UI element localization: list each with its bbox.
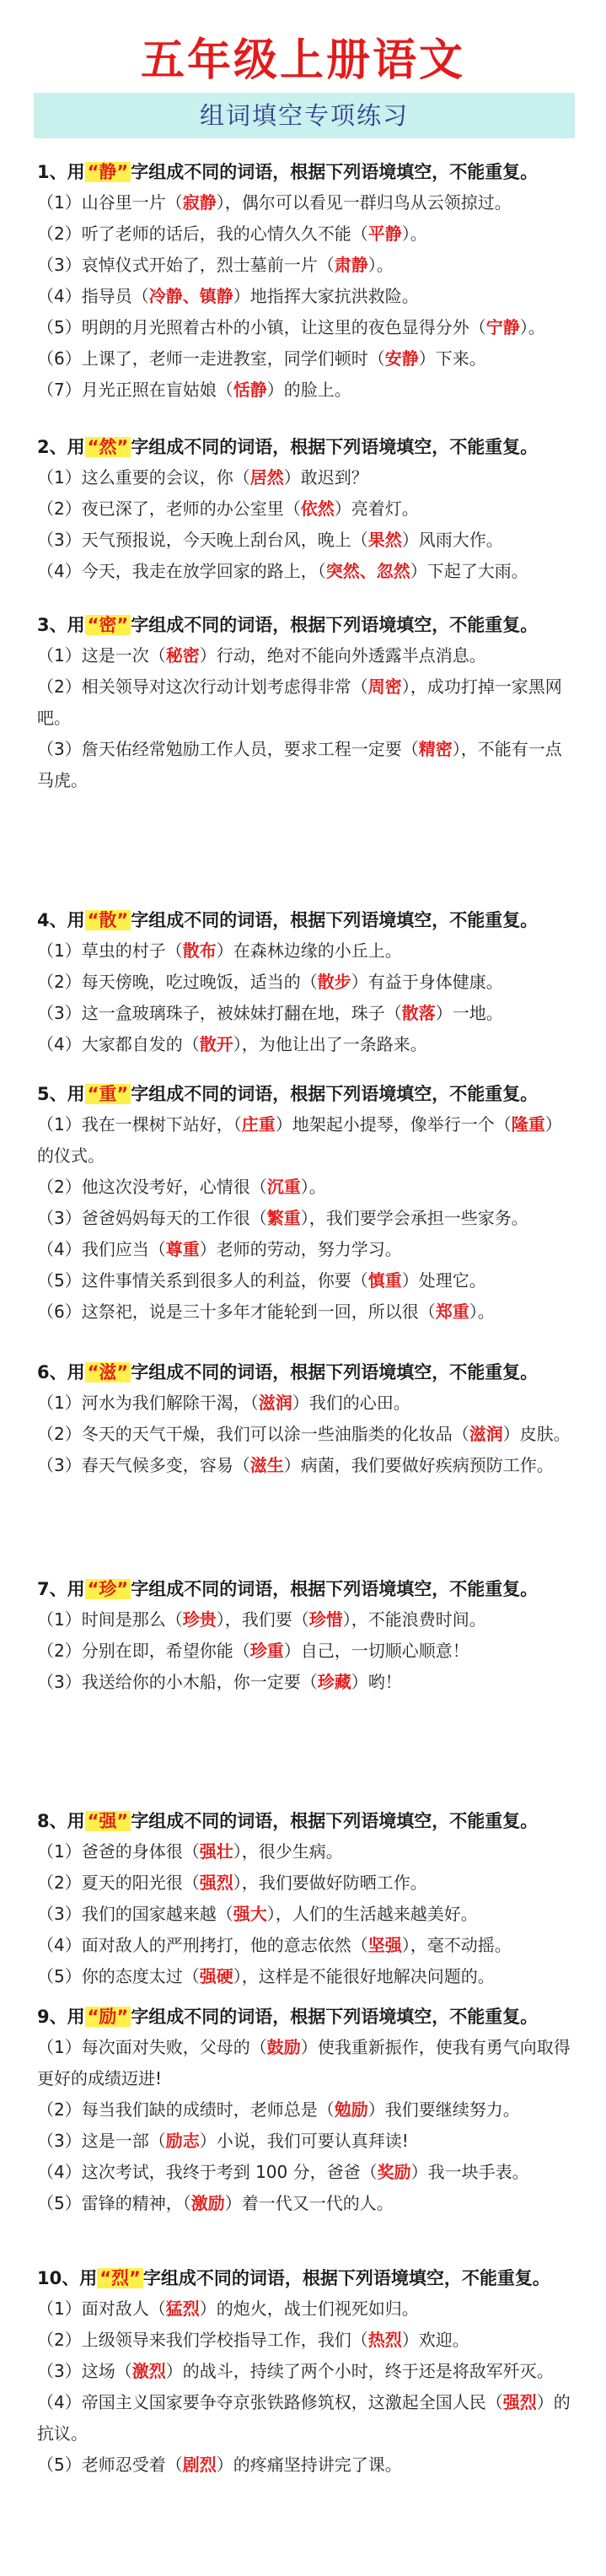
question-heading [37, 1806, 577, 1836]
highlighted-character: “静” [85, 162, 131, 182]
question-instruction: 字组成不同的词语，根据下列语境填空，不能重复。 [131, 615, 539, 635]
exercise-item [37, 1388, 577, 1419]
answer-word: 肃静 [334, 255, 368, 275]
exercise-item [37, 250, 577, 281]
exercise-item [37, 1636, 577, 1667]
exercise-item [37, 1203, 577, 1234]
question-instruction: 字组成不同的词语，根据下列语境填空，不能重复。 [131, 437, 539, 457]
exercise-item [37, 1836, 577, 1867]
sentence-text: ），毫不动摇。 [401, 1935, 512, 1955]
sentence-text: ），偶尔可以看见一群归鸟从云领掠过。 [216, 192, 512, 213]
sentence-text: ），我们要学会承担一些家务。 [300, 1208, 528, 1228]
sentence-text: （1）草虫的村子（ [37, 940, 183, 961]
sentence-text: （2）相关领导对这次行动计划考虑得非常（ [37, 676, 368, 697]
sentence-text: ）我们的心田。 [292, 1393, 410, 1413]
sentence-text: （3）哀悼仪式开始了，烈士墓前一片（ [37, 255, 335, 275]
question-instruction: 字组成不同的词语，根据下列语境填空，不能重复。 [131, 1362, 539, 1382]
sentence-text: （4）今天，我走在放学回家的路上，（ [37, 561, 326, 581]
question-instruction: 字组成不同的词语，根据下列语境填空，不能重复。 [131, 162, 539, 182]
sentence-text: （3）这一盒玻璃珠子，被妹妹打翻在地，珠子（ [37, 1003, 402, 1023]
highlighted-character: “强” [85, 1811, 131, 1831]
question-section [37, 157, 577, 406]
sentence-text: （7）月光正照在盲姑娘（ [37, 380, 233, 400]
exercise-item [37, 640, 577, 671]
exercise-item [37, 556, 577, 587]
answer-word: 珍藏 [317, 1672, 351, 1692]
sentence-text: （1）爸爸的身体很（ [37, 1841, 200, 1862]
sentence-text: ）一地。 [435, 1003, 503, 1023]
sentence-text: ）有益于身体健康。 [351, 972, 503, 992]
answer-word: 秘密 [165, 645, 200, 666]
sentence-text: ）欢迎。 [401, 2330, 469, 2350]
answer-word: 散步 [317, 972, 351, 992]
sentence-text: ）地架起小提琴，像举行一个（ [275, 1114, 512, 1134]
sentence-text: （4）我们应当（ [37, 1239, 166, 1259]
sentence-text: ）在森林边缘的小丘上。 [216, 940, 402, 961]
exercise-item [37, 1867, 577, 1899]
sentence-text: ），不能浪费时间。 [342, 1609, 486, 1630]
answer-word: 繁重 [266, 1208, 301, 1228]
highlighted-character: “密” [85, 615, 131, 635]
answer-word: 滋生 [249, 1455, 284, 1475]
exercise-item [37, 1899, 577, 1930]
answer-word: 滋润 [469, 1424, 503, 1444]
answer-word: 强大 [233, 1904, 267, 1924]
answer-word: 宁静 [485, 317, 520, 337]
sentence-text: （1）我在一棵树下站好，（ [37, 1114, 242, 1134]
exercise-item [37, 525, 577, 556]
question-number: 2、用 [37, 437, 85, 457]
sentence-text: ），我们要做好防晒工作。 [233, 1873, 427, 1893]
answer-word: 尊重 [165, 1239, 200, 1259]
sentence-text: （2）夏天的阳光很（ [37, 1873, 200, 1893]
sentence-text: ）病菌，我们要做好疾病预防工作。 [283, 1455, 554, 1475]
question-instruction: 字组成不同的词语，根据下列语境填空，不能重复。 [131, 2007, 539, 2027]
sentence-text: （2）夜已深了，老师的办公室里（ [37, 498, 301, 519]
sentence-text: （2）每当我们缺的成绩时，老师总是（ [37, 2099, 335, 2120]
sentence-text: ）。 [367, 255, 394, 275]
question-instruction: 字组成不同的词语，根据下列语境填空，不能重复。 [131, 1084, 539, 1104]
sentence-text: ）的炮火，战士们视死如归。 [199, 2298, 419, 2319]
sentence-text: （5）老师忍受着（ [37, 2455, 183, 2475]
sentence-text: ），我们要（ [216, 1609, 309, 1630]
exercise-item [37, 312, 577, 343]
answer-word: 珍重 [249, 1641, 284, 1661]
question-number: 5、用 [37, 1084, 85, 1104]
question-heading [37, 1357, 577, 1388]
answer-word: 强烈 [199, 1873, 233, 1893]
exercise-item [37, 2094, 577, 2126]
sentence-text: （1）面对敌人（ [37, 2298, 166, 2319]
exercise-item [37, 967, 577, 998]
highlighted-character: “然” [85, 437, 131, 457]
highlighted-character: “励” [85, 2007, 131, 2027]
exercise-item [37, 375, 577, 406]
question-number: 8、用 [37, 1811, 85, 1831]
question-heading [37, 905, 577, 935]
answer-word: 平静 [367, 224, 402, 244]
answer-word: 冷静、镇静 [148, 286, 233, 306]
answer-word: 突然、忽然 [325, 561, 410, 581]
answer-word: 隆重 [511, 1114, 545, 1134]
sentence-text: ），成功打掉一家黑网吧。 [37, 676, 562, 728]
sentence-text: （1）时间是那么（ [37, 1609, 183, 1630]
answer-word: 郑重 [435, 1301, 469, 1322]
exercise-item [37, 1419, 577, 1450]
exercise-item [37, 1109, 577, 1172]
sentence-text: ）下来。 [418, 348, 486, 369]
sentence-text: ）敢迟到？ [283, 467, 368, 488]
exercise-item [37, 2032, 577, 2094]
exercise-item [37, 1265, 577, 1296]
sentence-text: （4）指导员（ [37, 286, 149, 306]
sentence-text: ）哟！ [351, 1672, 402, 1692]
exercise-item [37, 1450, 577, 1481]
exercise-item [37, 1930, 577, 1961]
answer-word: 猛烈 [165, 2298, 200, 2319]
exercise-item [37, 218, 577, 250]
answer-word: 珍惜 [308, 1609, 343, 1630]
sentence-text: （4）面对敌人的严刑拷打，他的意志依然（ [37, 1935, 368, 1955]
exercise-item [37, 998, 577, 1029]
answer-word: 勉励 [334, 2099, 368, 2120]
answer-word: 激励 [190, 2193, 225, 2213]
sentence-text: （3）这场（ [37, 2361, 132, 2381]
sentence-text: ）处理它。 [401, 1270, 486, 1291]
answer-word: 强烈 [502, 2392, 537, 2412]
sentence-text: （3）詹天佑经常勉励工作人员，要求工程一定要（ [37, 739, 419, 759]
answer-word: 激烈 [131, 2361, 166, 2381]
answer-word: 强硬 [199, 1966, 233, 1986]
sentence-text: ），不能有一点马虎。 [37, 739, 562, 790]
sentence-text: ）。 [469, 1301, 495, 1322]
question-heading [37, 1574, 577, 1604]
sentence-text: （6）这祭祀，说是三十多年才能轮到一回，所以很（ [37, 1301, 436, 1322]
sentence-text: （3）我们的国家越来越（ [37, 1904, 233, 1924]
sentence-text: ）的战斗，持续了两个小时，终于还是将敌军歼灭。 [165, 2361, 554, 2381]
sentence-text: （3）天气预报说，今天晚上刮台风，晚上（ [37, 530, 368, 550]
sentence-text: （4）大家都自发的（ [37, 1034, 200, 1054]
question-heading [37, 610, 577, 640]
page-subtitle: 组词填空专项练习 [34, 93, 575, 138]
sentence-text: （2）冬天的天气干燥，我们可以涂一些油脂类的化妆品（ [37, 1424, 469, 1444]
answer-word: 坚强 [367, 1935, 402, 1955]
question-number: 9、用 [37, 2007, 85, 2027]
sentence-text: ）行动，绝对不能向外透露半点消息。 [199, 645, 486, 666]
question-section [37, 1079, 577, 1328]
exercise-item [37, 462, 577, 493]
sentence-text: ）的仪式。 [37, 1114, 562, 1166]
exercise-item [37, 2188, 577, 2219]
question-instruction: 字组成不同的词语，根据下列语境填空，不能重复。 [131, 1811, 539, 1831]
sentence-text: （2）分别在即，希望你能（ [37, 1641, 250, 1661]
sentence-text: （2）听了老师的话后，我的心情久久不能（ [37, 224, 368, 244]
question-section [37, 1357, 577, 1481]
question-instruction: 字组成不同的词语，根据下列语境填空，不能重复。 [131, 1579, 539, 1599]
exercise-item [37, 2387, 577, 2449]
sentence-text: ），很少生病。 [233, 1841, 343, 1862]
sentence-text: ）我一块手表。 [410, 2162, 529, 2182]
exercise-item [37, 281, 577, 312]
exercise-item [37, 1961, 577, 1992]
sentence-text: ）小说，我们可要认真拜读! [199, 2131, 409, 2151]
highlighted-character: “烈” [97, 2268, 143, 2288]
question-heading [37, 1079, 577, 1109]
sentence-text: ）自己，一切顺心顺意！ [283, 1641, 469, 1661]
question-heading [37, 2263, 577, 2293]
sentence-text: （2）他这次没考好，心情很（ [37, 1177, 267, 1197]
exercise-item [37, 1667, 577, 1698]
sentence-text: （3）我送给你的小木船，你一定要（ [37, 1672, 318, 1692]
sentence-text: ）亮着灯。 [334, 498, 419, 519]
exercise-item [37, 1234, 577, 1265]
answer-word: 散开 [199, 1034, 233, 1054]
answer-word: 依然 [300, 498, 335, 519]
answer-word: 居然 [249, 467, 284, 488]
exercise-item [37, 1604, 577, 1636]
question-number: 3、用 [37, 615, 85, 635]
sentence-text: ）的脸上。 [266, 380, 351, 400]
answer-word: 慎重 [367, 1270, 402, 1291]
answer-word: 散布 [182, 940, 217, 961]
sentence-text: （5）你的态度太过（ [37, 1966, 200, 1986]
question-number: 6、用 [37, 1362, 85, 1382]
sentence-text: （3）爸爸妈妈每天的工作很（ [37, 1208, 267, 1228]
question-heading [37, 2002, 577, 2032]
answer-word: 精密 [418, 739, 453, 759]
highlighted-character: “重” [85, 1084, 131, 1104]
exercise-item [37, 2293, 577, 2325]
sentence-text: ）的疼痛坚持讲完了课。 [216, 2455, 402, 2475]
sentence-text: （4）这次考试，我终于考到 100 分，爸爸（ [37, 2162, 378, 2182]
sentence-text: （4）帝国主义国家要争夺京张铁路修筑权，这激起全国人民（ [37, 2392, 503, 2412]
answer-word: 周密 [367, 676, 402, 697]
answer-word: 果然 [367, 530, 402, 550]
sentence-text: （6）上课了，老师一走进教室，同学们顿时（ [37, 348, 385, 369]
sentence-text: ）。 [519, 317, 545, 337]
sentence-text: ）。 [300, 1177, 326, 1197]
question-heading [37, 432, 577, 462]
question-number: 4、用 [37, 910, 85, 930]
exercise-item [37, 2449, 577, 2481]
answer-word: 珍贵 [182, 1609, 217, 1630]
sentence-text: （1）河水为我们解除干渴，（ [37, 1393, 259, 1413]
exercise-item [37, 935, 577, 967]
sentence-text: （2）每天傍晚，吃过晚饭，适当的（ [37, 972, 318, 992]
sentence-text: （3）春天气候多变，容易（ [37, 1455, 250, 1475]
answer-word: 滋润 [258, 1393, 292, 1413]
question-section [37, 1574, 577, 1698]
sentence-text: ），这样是不能很好地解决问题的。 [233, 1966, 495, 1986]
answer-word: 剧烈 [182, 2455, 217, 2475]
sentence-text: （5）明朗的月光照着古朴的小镇，让这里的夜色显得分外（ [37, 317, 486, 337]
exercise-item [37, 1172, 577, 1203]
answer-word: 励志 [165, 2131, 200, 2151]
answer-word: 沉重 [266, 1177, 301, 1197]
sentence-text: （1）这是一次（ [37, 645, 166, 666]
question-section [37, 905, 577, 1060]
sentence-text: （5）雷锋的精神，（ [37, 2193, 191, 2213]
answer-word: 热烈 [367, 2330, 402, 2350]
sentence-text: （3）这是一部（ [37, 2131, 166, 2151]
page-title: 五年级上册语文 [140, 35, 465, 86]
question-section [37, 610, 577, 796]
exercise-item [37, 187, 577, 218]
answer-word: 奖励 [377, 2162, 411, 2182]
exercise-item [37, 2325, 577, 2356]
answer-word: 强壮 [199, 1841, 233, 1862]
sentence-text: ），人们的生活越来越美好。 [266, 1904, 478, 1924]
question-instruction: 字组成不同的词语，根据下列语境填空，不能重复。 [142, 2268, 550, 2288]
sentence-text: （1）这么重要的会议，你（ [37, 467, 250, 488]
highlighted-character: “珍” [85, 1579, 131, 1599]
question-section [37, 2263, 577, 2481]
exercise-item [37, 734, 577, 796]
exercise-item [37, 2126, 577, 2157]
question-instruction: 字组成不同的词语，根据下列语境填空，不能重复。 [131, 910, 539, 930]
question-number: 10、用 [37, 2268, 98, 2288]
sentence-text: （2）上级领导来我们学校指导工作，我们（ [37, 2330, 368, 2350]
exercise-item [37, 1029, 577, 1060]
exercise-item [37, 671, 577, 734]
sentence-text: ）。 [401, 224, 427, 244]
sentence-text: ）下起了大雨。 [410, 561, 528, 581]
sentence-text: （1）每次面对失败，父母的（ [37, 2037, 267, 2057]
answer-word: 庄重 [241, 1114, 276, 1134]
exercise-item [37, 2157, 577, 2188]
answer-word: 鼓励 [266, 2037, 301, 2057]
sentence-text: ），为他让出了一条路来。 [233, 1034, 427, 1054]
sentence-text: ）的抗议。 [37, 2392, 571, 2444]
exercise-item [37, 1296, 577, 1328]
sentence-text: （1）山谷里一片（ [37, 192, 183, 213]
sentence-text: ）风雨大作。 [401, 530, 503, 550]
sentence-text: ）我们要继续努力。 [367, 2099, 520, 2120]
question-section [37, 2002, 577, 2219]
exercise-item [37, 493, 577, 525]
question-section [37, 432, 577, 587]
exercise-item [37, 343, 577, 375]
sentence-text: ）使我重新振作，使我有勇气向取得更好的成绩迈进! [37, 2037, 571, 2088]
answer-word: 安静 [384, 348, 419, 369]
exercise-item [37, 2356, 577, 2387]
sentence-text: ）皮肤。 [502, 1424, 571, 1444]
highlighted-character: “滋” [85, 1362, 131, 1382]
highlighted-character: “散” [85, 910, 131, 930]
answer-word: 散落 [401, 1003, 436, 1023]
question-heading [37, 157, 577, 187]
sentence-text: （5）这件事情关系到很多人的利益，你要（ [37, 1270, 368, 1291]
answer-word: 寂静 [182, 192, 217, 213]
question-number: 1、用 [37, 162, 85, 182]
sentence-text: ）老师的劳动，努力学习。 [199, 1239, 402, 1259]
sentence-text: ）地指挥大家抗洪救险。 [233, 286, 419, 306]
answer-word: 恬静 [233, 380, 267, 400]
question-number: 7、用 [37, 1579, 85, 1599]
sentence-text: ）着一代又一代的人。 [224, 2193, 394, 2213]
question-section [37, 1806, 577, 1992]
